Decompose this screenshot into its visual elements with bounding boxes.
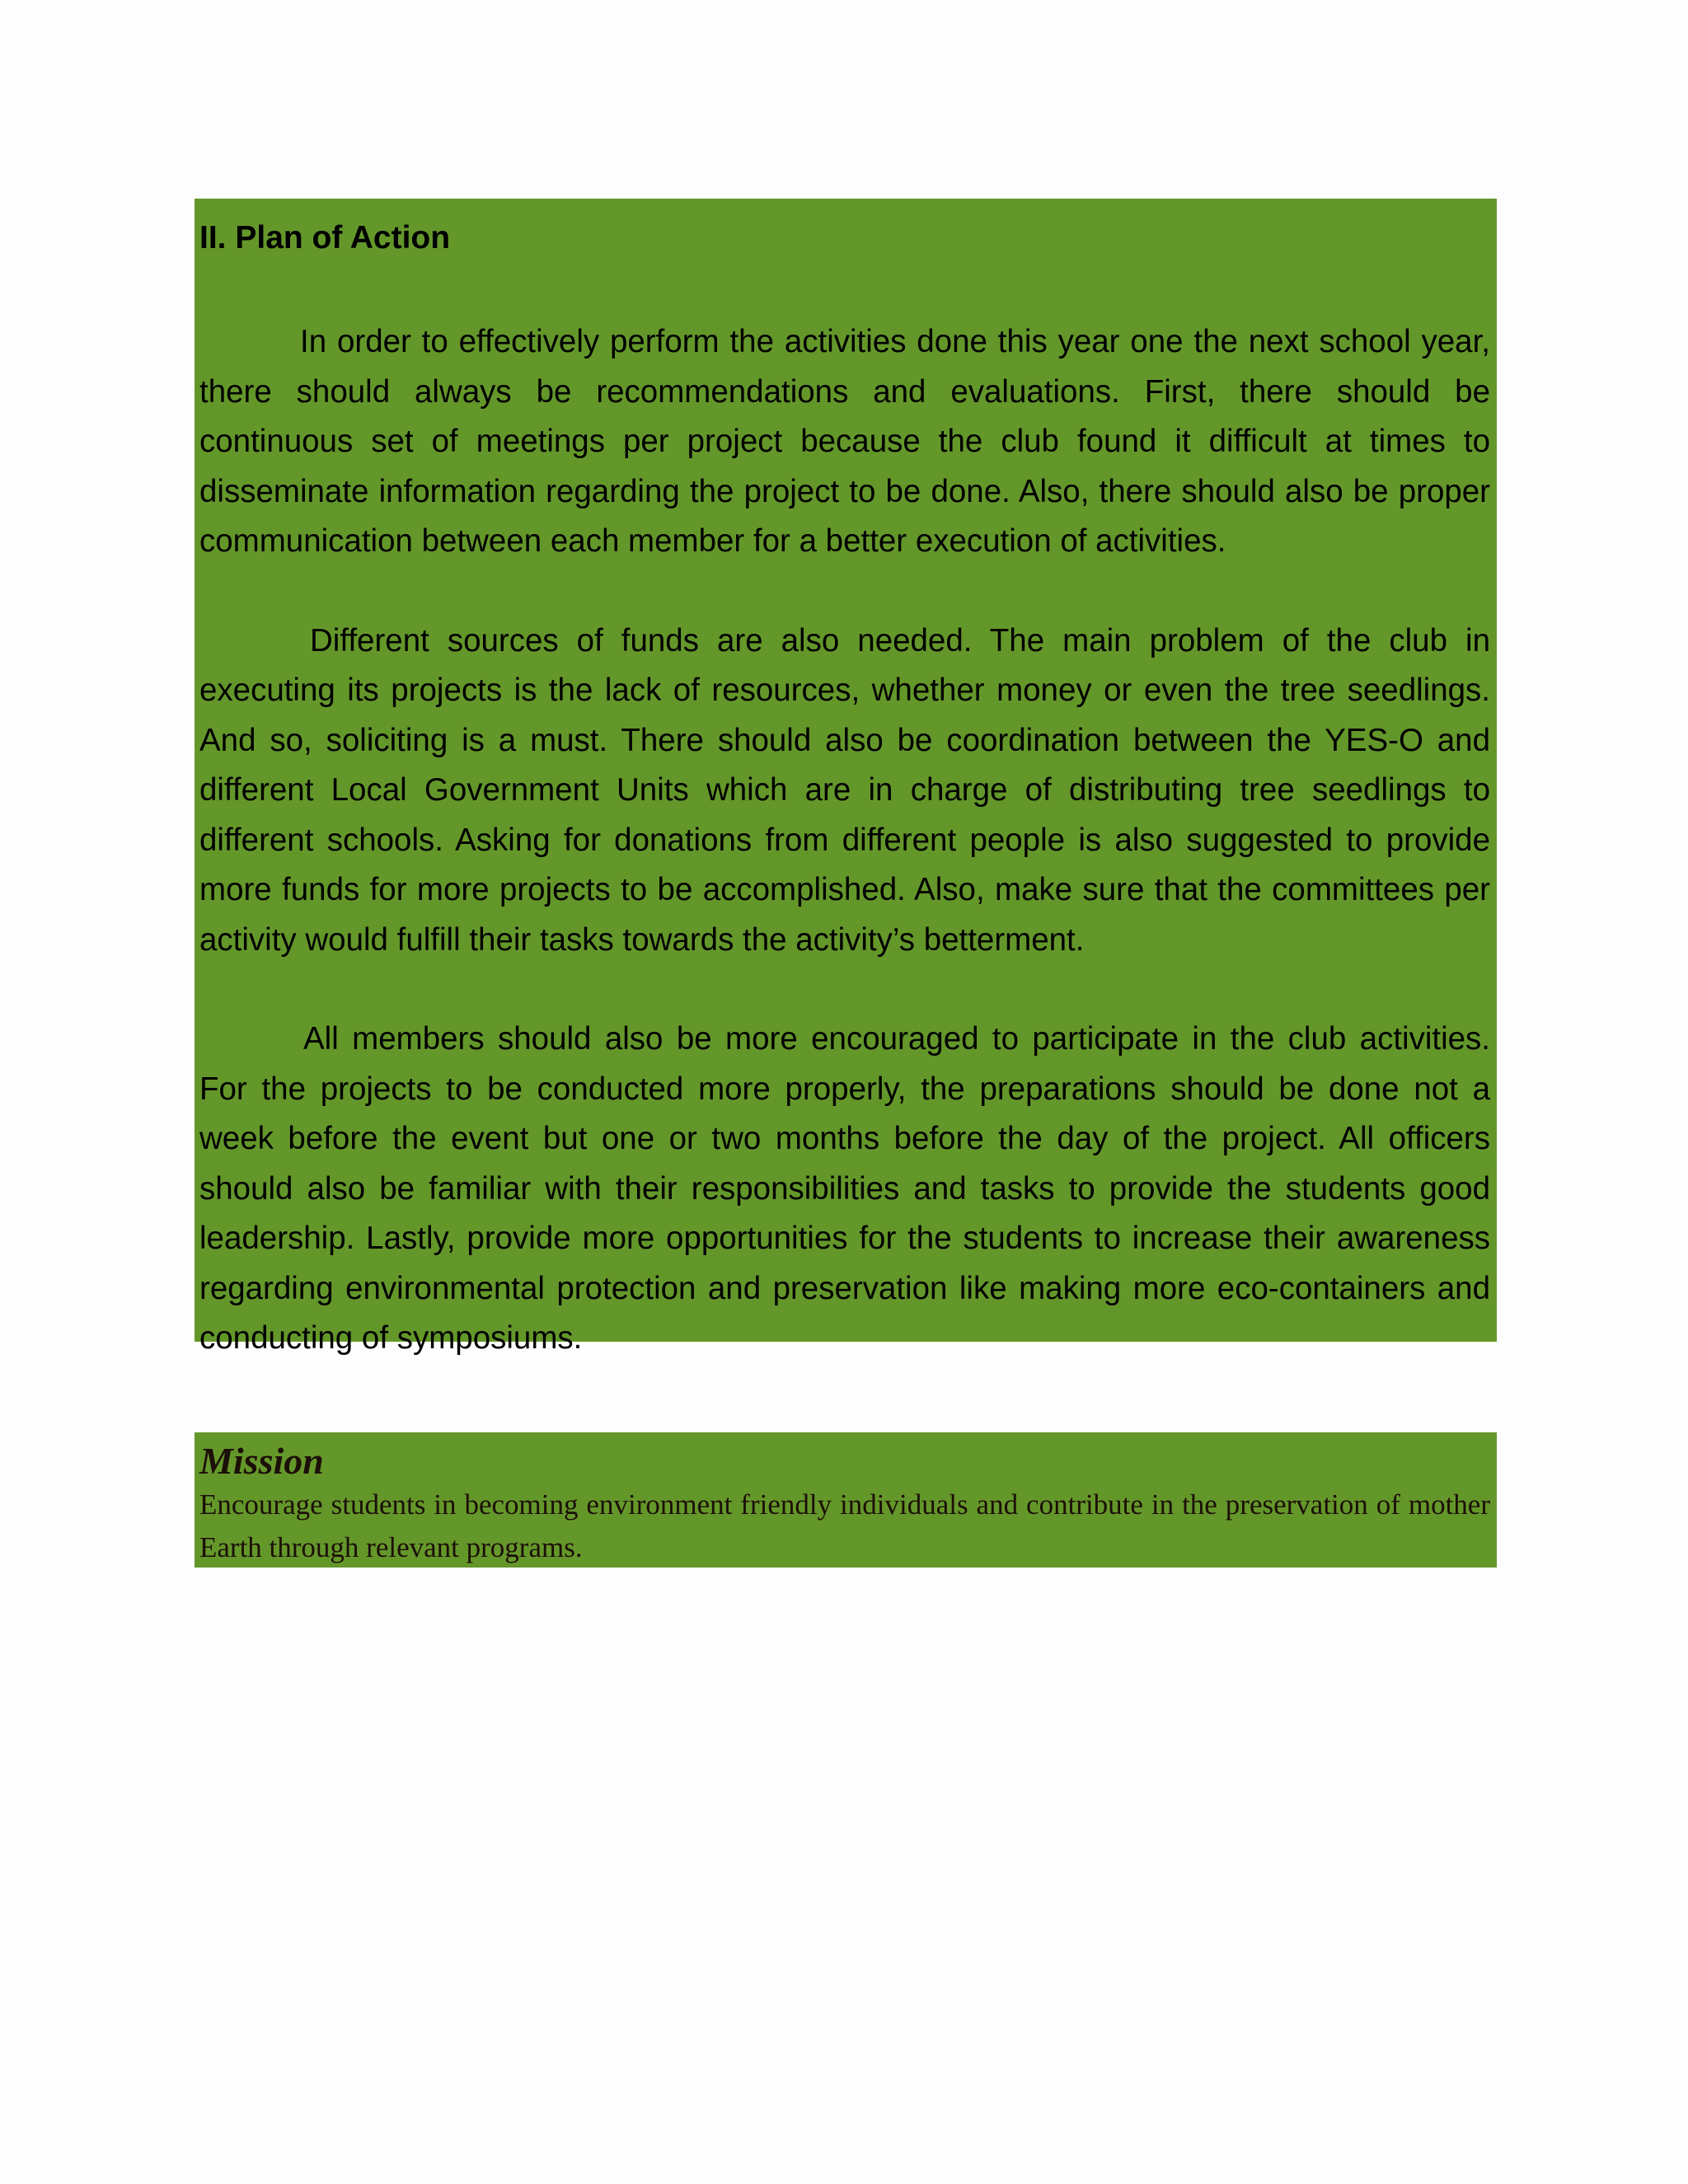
mission-text: Encourage students in becoming environment friendly individuals and contribute in the preservation of mother Earth through relevant programs.: [199, 1488, 1490, 1563]
plan-paragraph-2: Different sources of funds are also needed. The main problem of the club in executing its projects is the lack of resources, whether money or even the tree seedlings. And so, soliciting is a must. There should also be coordination between the YES-O and different Local Government Units which are in charge of distributing tree seedlings to different schools. Asking for donations from different people is also suggested to provide more funds for more projects to be accomplished. Also, make sure that the committees per activity would fulfill their tasks towards the activity’s betterment.: [199, 622, 1490, 958]
plan-paragraph-1: In order to effectively perform the activities done this year one the next school year, there should always be recommendations and evaluations. First, there should be continuous set of meetings per project because the club found it difficult at times to disseminate information regarding the project to be done. Also, there should also be proper communication between each member for a better execution of activities.: [199, 324, 1490, 559]
plan-paragraph-3: All members should also be more encouraged to participate in the club activities. For the projects to be conducted more properly, the preparations should be done not a week before the event but one or two months before the day of the project. All officers should also be familiar with their responsibilities and tasks to provide the students good leadership. Lastly, provide more opportunities for the students to increase their awareness regarding environmental protection and preservation like making more eco-containers and conducting of symposiums.: [199, 1021, 1490, 1356]
plan-of-action-section: [195, 199, 1497, 1356]
mission-section: [195, 1432, 1497, 1568]
mission-heading: Mission: [199, 1440, 324, 1482]
plan-of-action-heading: II. Plan of Action: [199, 220, 451, 255]
